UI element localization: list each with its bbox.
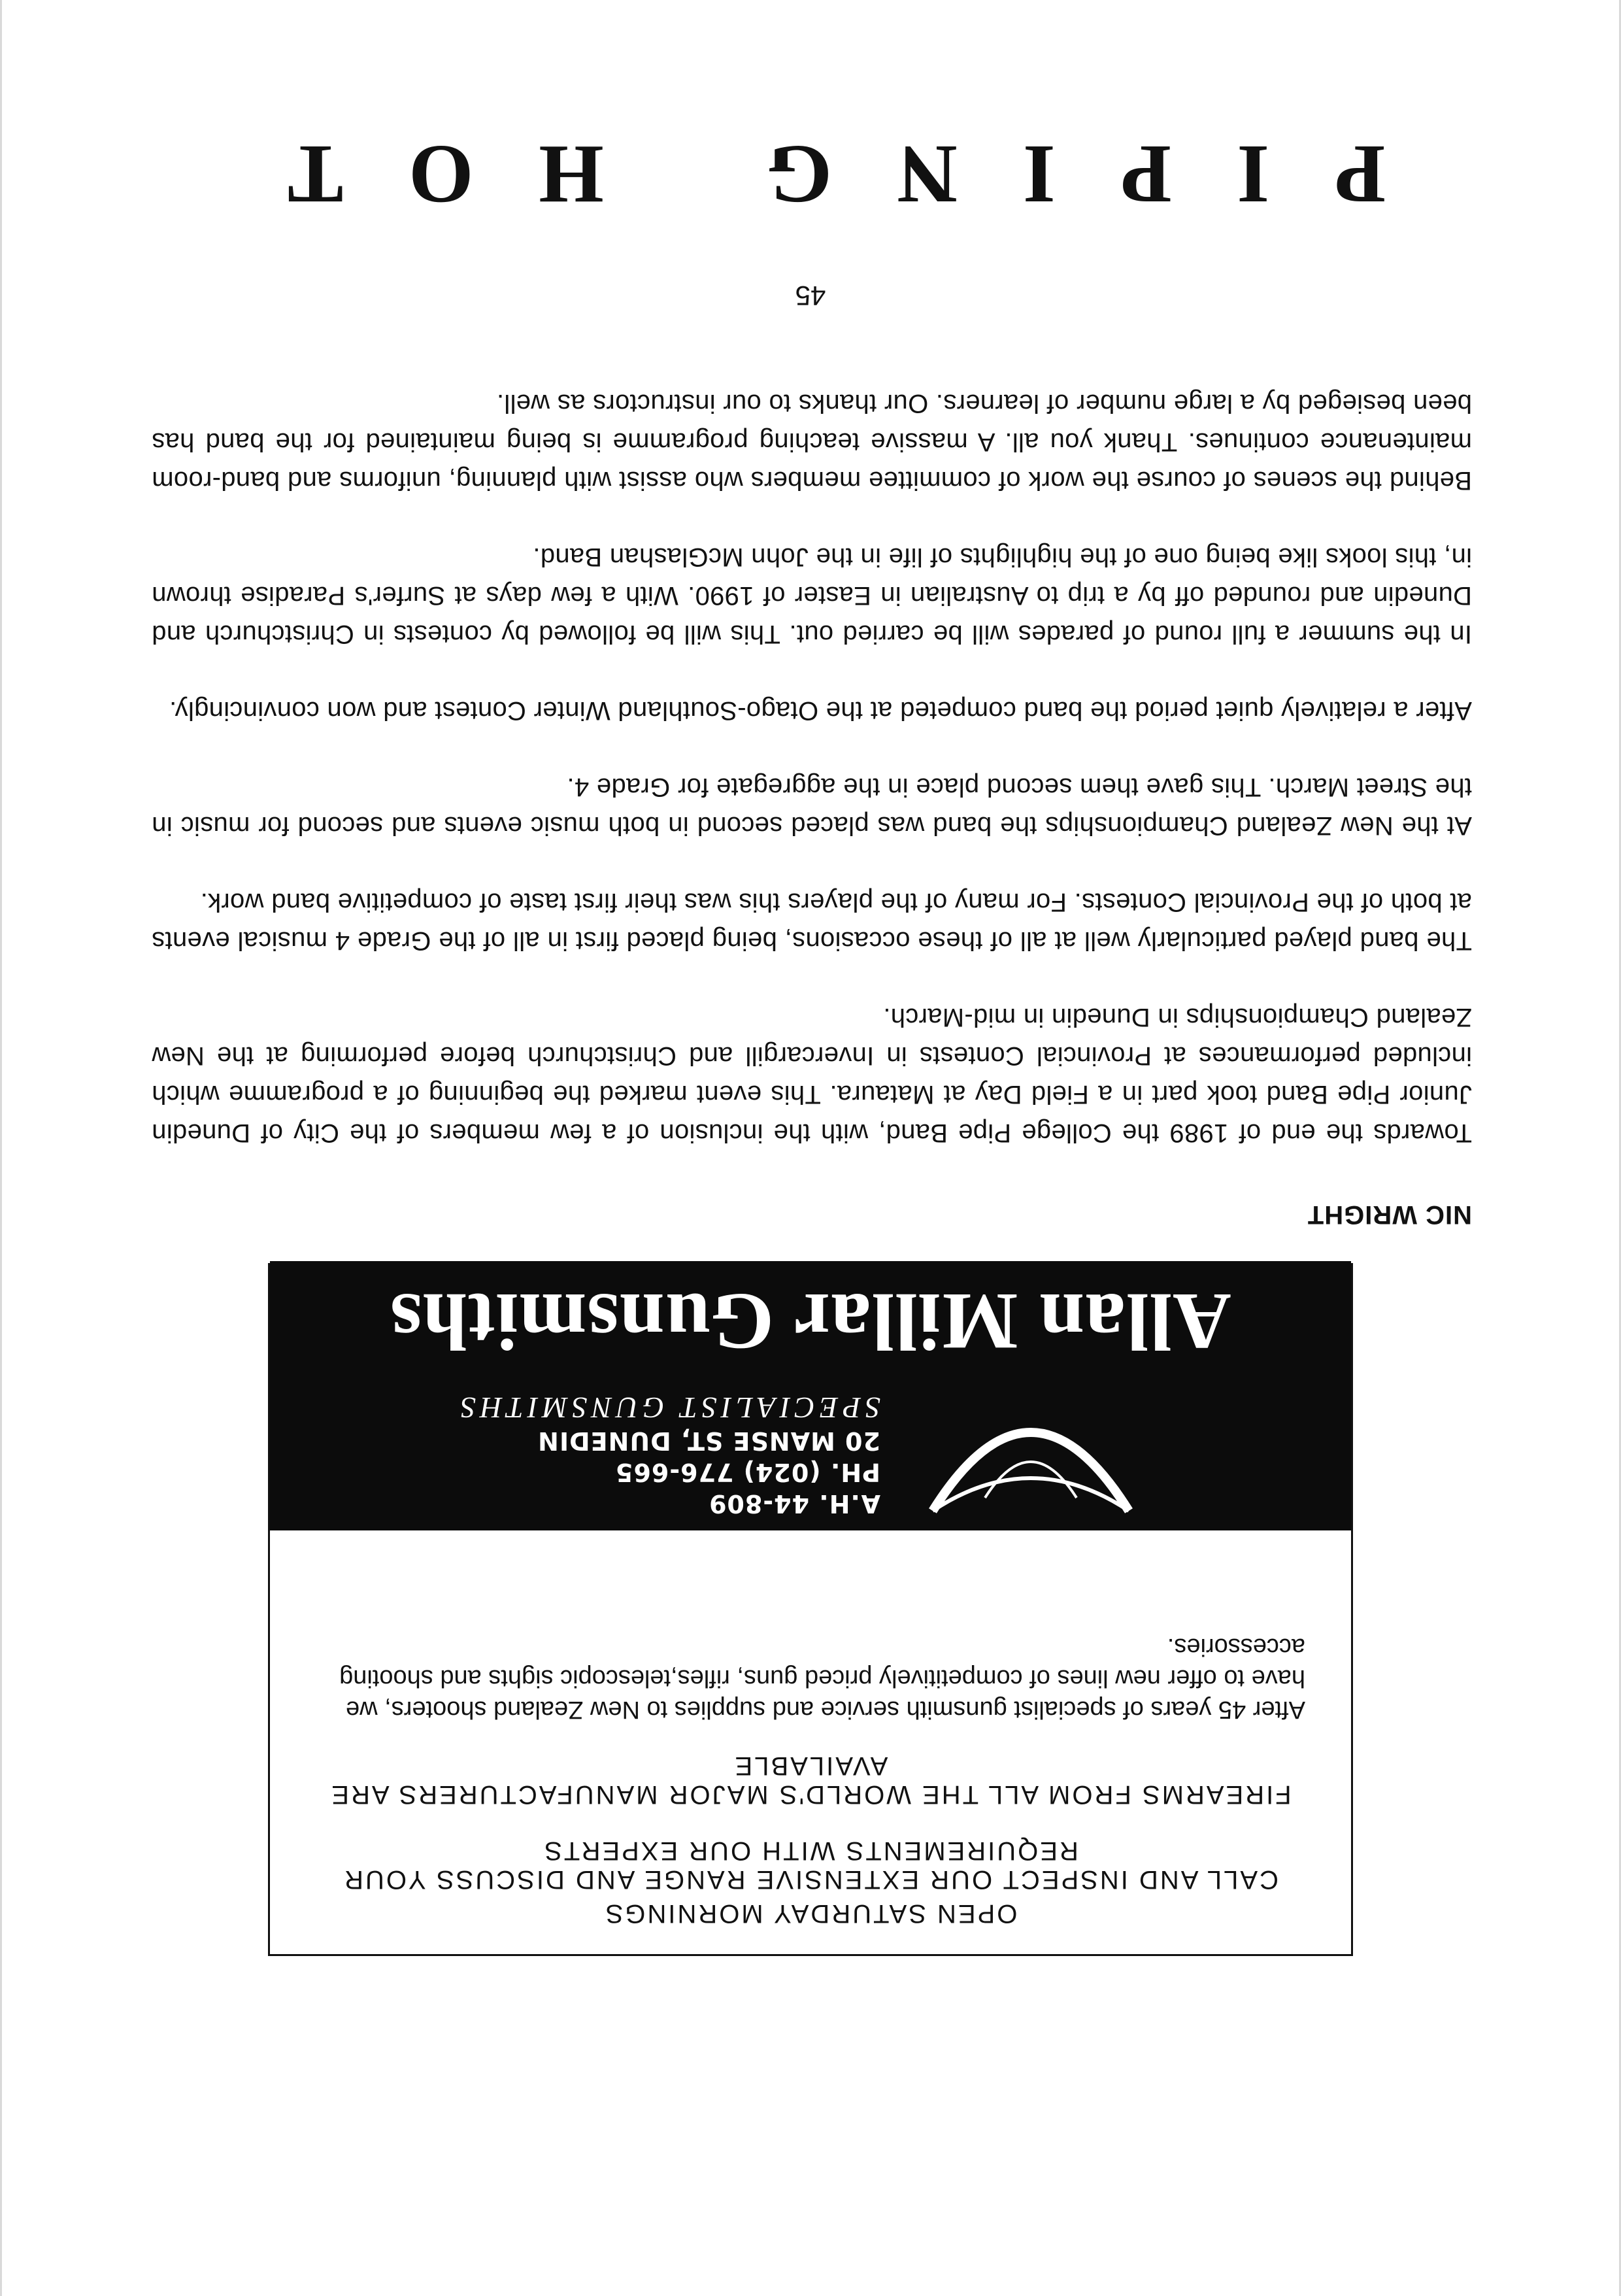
ad-opening-hours: OPEN SATURDAY MORNINGS <box>603 1899 1018 1928</box>
ad-firearms-line: FIREARMS FROM ALL THE WORLD'S MAJOR MANUFACTURERS ARE AVAILABLE <box>329 1751 1292 1809</box>
masthead-letter: O <box>409 128 474 221</box>
article-paragraph: Behind the scenes of course the work of committee members who assist with planning, uniforms and band-room maintenance continues. Thank you all. A massive teaching programme is being maintained for the band has been besieged by a large number of learners. Our thanks to our instructors as well. <box>152 389 1472 495</box>
ad-brand-banner <box>270 1261 1351 1530</box>
gunsmith-advertisement <box>268 1263 1353 1956</box>
masthead-letter: H <box>539 128 604 221</box>
masthead-piping-hot <box>288 126 1386 224</box>
ad-address: 20 MANSE ST, DUNEDIN <box>537 1427 880 1455</box>
masthead-letter: G <box>767 128 833 221</box>
masthead-letter: N <box>897 128 958 221</box>
masthead-letter: P <box>1334 128 1386 221</box>
ad-phone: PH. (024) 776-665 <box>614 1458 880 1487</box>
article-paragraph: At the New Zealand Championships the band was placed second in both music events and second for music in the Street March. This gave them second place in the aggregate for Grade 4. <box>152 773 1472 840</box>
ad-subtitle: SPECIALIST GUNSMITHS <box>456 1391 880 1425</box>
ad-brand-name: Allan Millar Gunsmiths <box>390 1277 1231 1366</box>
ad-after-hours-phone: A.H. 44-809 <box>709 1489 880 1518</box>
page-number: 45 <box>795 280 826 311</box>
article-paragraph: After a relatively quiet period the band competed at the Otago-Southland Winter Contest and won convincingly. <box>169 696 1472 725</box>
ad-description: After 45 years of specialist gunsmith service and supplies to New Zealand shooters, we have to offer new lines of competitively priced guns, rifles,telescopic sights and shooting accessories. <box>339 1633 1305 1723</box>
masthead-letter: T <box>288 128 344 221</box>
masthead-letter: I <box>1022 128 1056 221</box>
masthead-letter: P <box>1120 128 1172 221</box>
article-paragraph: Towards the end of 1989 the College Pipe Band, with the inclusion of a few members of the City of Dunedin Junior Pipe Band took part in a Field Day at Mataura. This event marked the beginning of a programme which included performances at Provincial Contests in Invercargill and Christchurch before performing at the New Zealand Championships in Dunedin in mid-March. <box>152 1003 1472 1147</box>
masthead-letter: I <box>1237 128 1270 221</box>
article-body <box>152 224 1472 1152</box>
scan-edge-right <box>0 0 2 2296</box>
ad-call-to-action: CALL AND INSPECT OUR EXTENSIVE RANGE AND DISCUSS YOUR REQUIREMENTS WITH OUR EXPERTS <box>343 1836 1278 1894</box>
article-paragraph: The band played particularly well at all of these occasions, being placed first in all of the Grade 4 musical events at both of the Provincial Contests. For many of the players this was their first taste of competitive band work. <box>152 888 1472 955</box>
crescent-logo-icon <box>907 1374 1155 1524</box>
author-byline: NIC WRIGHT <box>1307 1200 1472 1229</box>
article-paragraph: In the summer a full round of parades will be carried out. This will be followed by contests in Christchurch and Dunedin and rounded off by a trip to Australian in Easter of 1990. With a few days at Surfer's Paradise thrown in, this looks like being one of the highlights of life in the John McGlashan Band. <box>152 543 1472 649</box>
